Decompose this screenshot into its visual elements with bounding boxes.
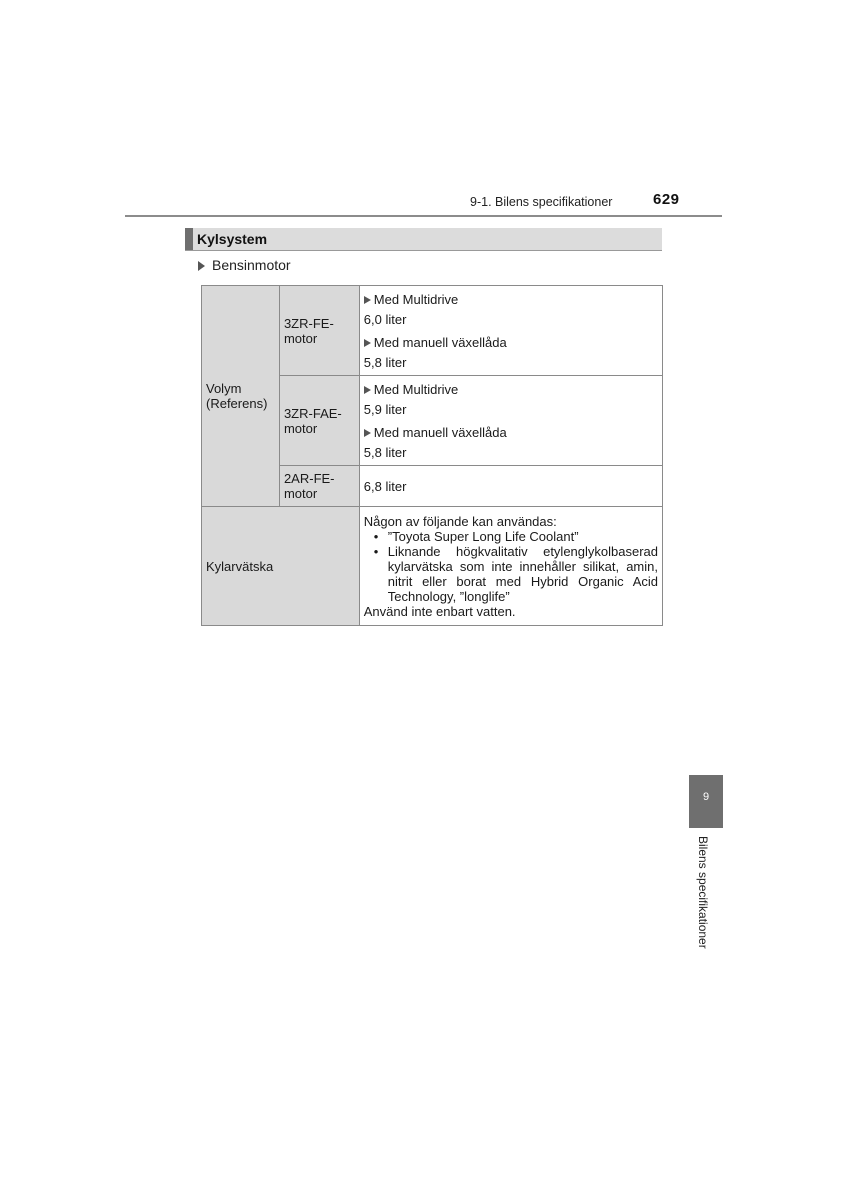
volume-label: Volym (Referens) [206,381,268,411]
triangle-bullet-icon [364,429,371,437]
list-item: • Liknande högkvalitativ etylenglykolbaserad kylarvätska som inte innehåller silikat, amin, nitrit eller borat med Hybrid Organic Acid Technology, ”longlife” [364,544,658,604]
option-label: Med manuell växellåda [364,335,658,350]
engine-name-cell [279,376,359,466]
triangle-bullet-icon [364,296,371,304]
running-header-section: 9-1. Bilens specifikationer [470,195,613,209]
coolant-label: Kylarvätska [206,558,274,574]
chapter-side-label: Bilens specifikationer [696,836,710,949]
engine-name: 2AR-FE- motor [283,471,335,501]
volume-label-cell [202,286,280,507]
section-heading-bar [185,228,662,251]
coolant-spec-table [201,285,663,626]
engine-name-cell [279,466,359,507]
coolant-note: Använd inte enbart vatten. [363,603,516,619]
section-title: Kylsystem [197,231,268,247]
header-divider [125,215,722,217]
chapter-tab [689,775,723,828]
table-row [202,507,663,626]
coolant-label-cell [202,507,360,626]
coolant-value-cell [359,507,662,626]
coolant-intro: Någon av följande kan användas: [363,513,557,529]
coolant-list [364,529,658,604]
option-value: 5,9 liter [363,401,407,417]
chapter-number: 9 [702,791,710,803]
triangle-bullet-icon [364,339,371,347]
subheading [198,257,291,273]
engine-volume-cell [359,286,662,376]
table-row [202,286,663,376]
engine-name: 3ZR-FE- motor [283,315,334,346]
option-label: Med Multidrive [364,292,658,307]
list-item: • ”Toyota Super Long Life Coolant” [364,529,658,544]
triangle-bullet-icon [198,261,205,271]
triangle-bullet-icon [364,386,371,394]
subheading-text: Bensinmotor [212,257,291,273]
option-value: 5,8 liter [363,444,407,460]
engine-volume-cell [359,376,662,466]
engine-name-cell [279,286,359,376]
option-value: 6,8 liter [363,478,407,494]
option-label: Med manuell växellåda [364,425,658,440]
option-label: Med Multidrive [364,382,658,397]
option-value: 6,0 liter [363,311,407,327]
section-heading-marker [185,228,193,250]
option-value: 5,8 liter [363,354,407,370]
page-number: 629 [653,191,680,208]
engine-name: 3ZR-FAE- motor [283,405,342,436]
engine-volume-cell [359,466,662,507]
